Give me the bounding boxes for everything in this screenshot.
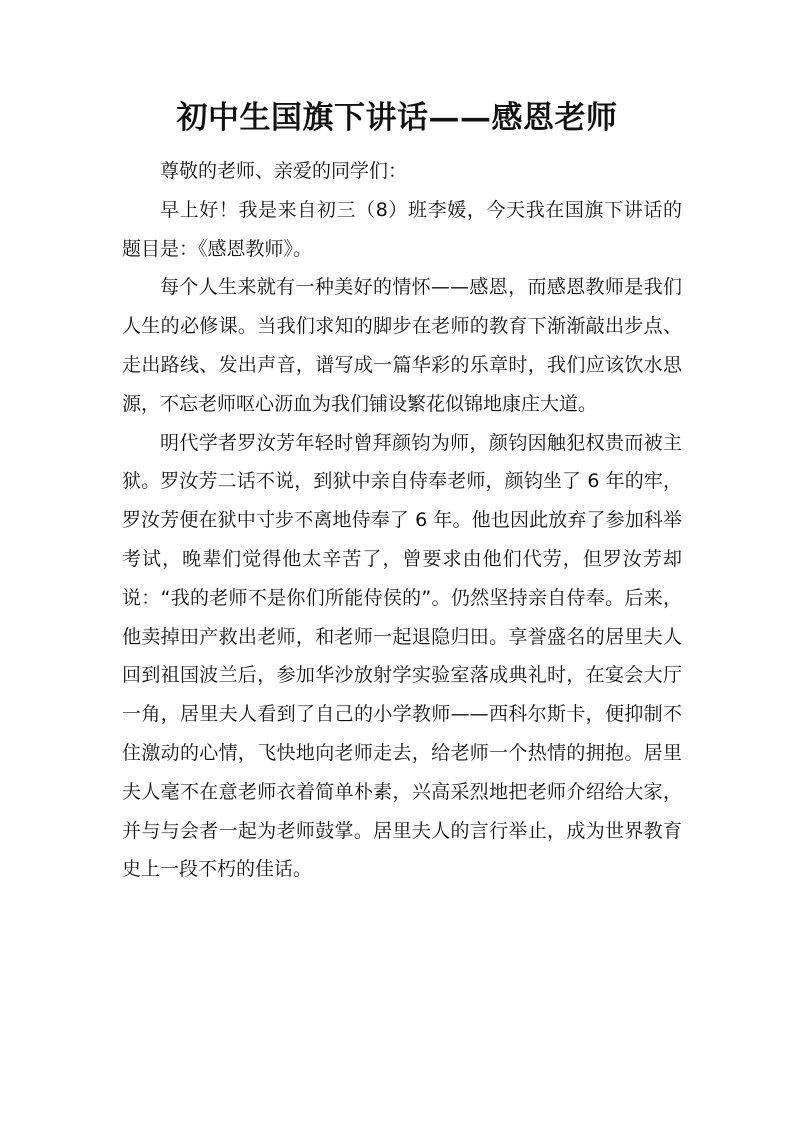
greeting-paragraph: 早上好！我是来自初三（8）班李媛，今天我在国旗下讲话的题目是：《感恩教师》。	[122, 198, 682, 260]
document-title: 初中生国旗下讲话——感恩老师	[176, 100, 618, 136]
document-body	[122, 152, 682, 889]
body-paragraph: 每个人生来就有一种美好的情怀——感恩，而感恩教师是我们人生的必修课。当我们求知的脚步在老师的教育下渐渐敲出步点、走出路线、发出声音，谱写成一篇华彩的乐章时，我们应该饮水思源，不忘老师呕心沥血为我们铺设繁花似锦地康庄大道。	[122, 276, 682, 415]
salutation-paragraph: 尊敬的老师、亲爱的同学们：	[160, 160, 408, 182]
body-paragraph: 明代学者罗汝芳年轻时曾拜颜钧为师，颜钧因触犯权贵而被主狱。罗汝芳二话不说，到狱中亲自侍奉老师，颜钧坐了 6 年的牢，罗汝芳便在狱中寸步不离地侍奉了 6 年。他也因此放弃了参加科举考试，晚辈们觉得他太辛苦了，曾要求由他们代劳，但罗汝芳却说：“我的老师不是你们所能侍侯的”。仍然坚持亲自侍奉。后来，他卖掉田产救出老师，和老师一起退隐归田。享誉盛名的居里夫人回到祖国波兰后，参加华沙放射学实验室落成典礼时，在宴会大厅一角，居里夫人看到了自己的小学教师——西科尔斯卡，便抑制不住激动的心情，飞快地向老师走去，给老师一个热情的拥抱。居里夫人毫不在意老师衣着简单朴素，兴高采烈地把老师介绍给大家，并与与会者一起为老师鼓掌。居里夫人的言行举止，成为世界教育史上一段不朽的佳话。	[122, 431, 682, 881]
